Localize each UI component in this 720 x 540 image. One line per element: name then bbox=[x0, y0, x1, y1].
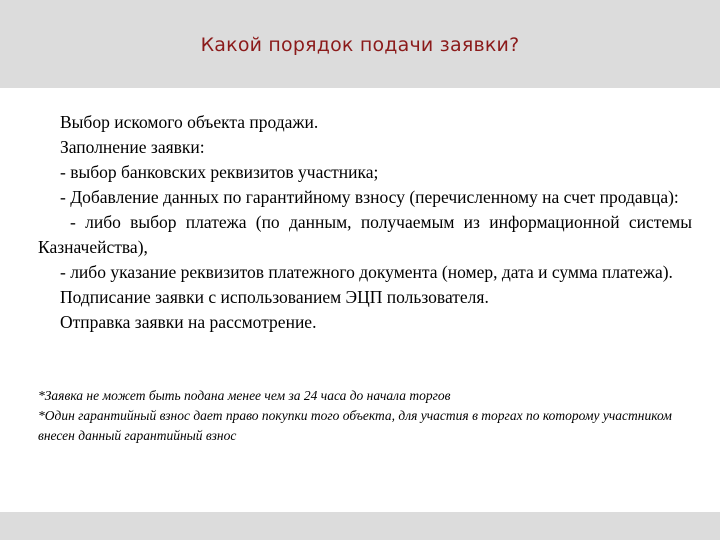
step-fill-application: Заполнение заявки: bbox=[60, 137, 205, 157]
step-submit-application: Отправка заявки на рассмотрение. bbox=[60, 312, 317, 332]
main-text bbox=[38, 110, 692, 335]
footnote-time-limit: *Заявка не может быть подана менее чем за 24 часа до начала торгов bbox=[38, 388, 451, 403]
step-select-object: Выбор искомого объекта продажи. bbox=[60, 112, 319, 132]
step-sign-application: Подписание заявки с использованием ЭЦП пользователя. bbox=[60, 287, 489, 307]
footer-band bbox=[0, 512, 720, 540]
page-title: Какой порядок подачи заявки? bbox=[200, 34, 520, 56]
footnote-deposit-rule: *Один гарантийный взнос дает право покупки того объекта, для участия в торгах по которому участником внесен данный гарантийный взнос bbox=[38, 408, 672, 443]
substep-payment-selection: - либо выбор платежа (по данным, получаемым из информационной системы Казначейства), bbox=[38, 212, 692, 257]
substep-bank-details: - выбор банковских реквизитов участника; bbox=[60, 162, 379, 182]
footnotes bbox=[38, 386, 692, 446]
substep-payment-document: - либо указание реквизитов платежного документа (номер, дата и сумма платежа). bbox=[60, 262, 673, 282]
substep-guarantee-deposit: - Добавление данных по гарантийному взносу (перечисленному на счет продавца): bbox=[60, 187, 679, 207]
